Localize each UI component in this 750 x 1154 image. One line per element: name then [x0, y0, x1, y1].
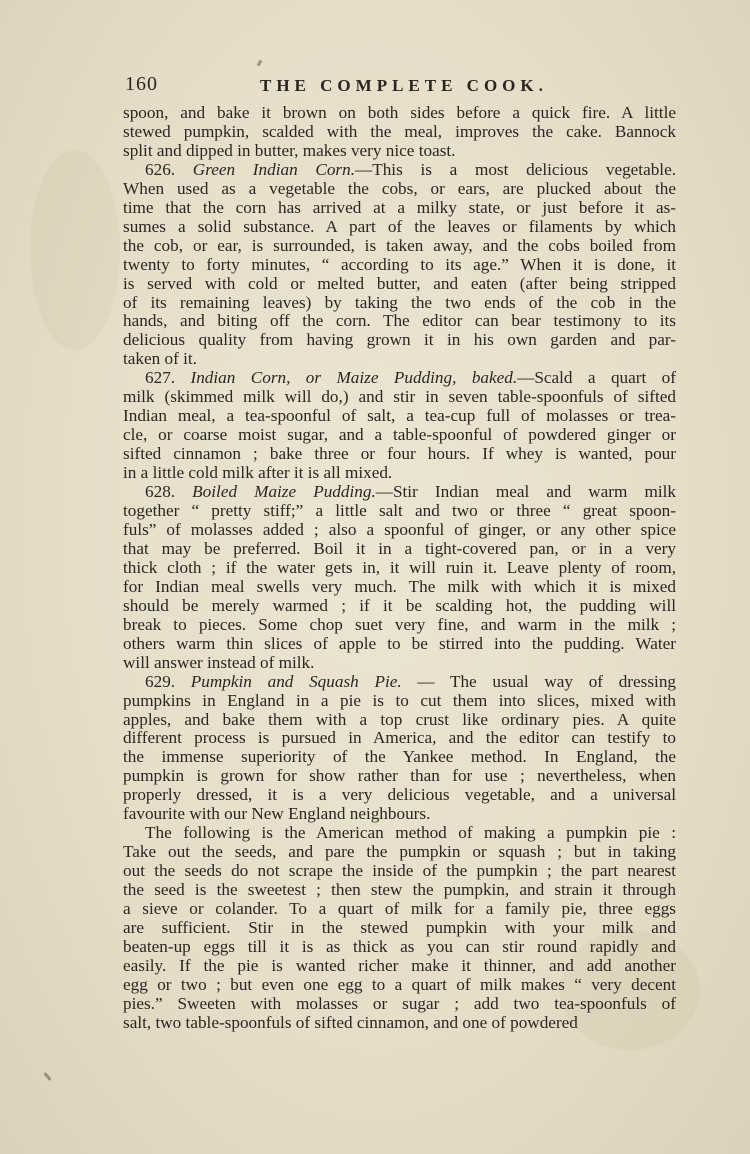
- running-title: THE COMPLETE COOK.: [260, 76, 548, 95]
- text-line: Take out the seeds, and pare the pumpkin or squash ; but in taking: [123, 842, 676, 862]
- recipe-title: Pumpkin and Squash Pie.: [190, 671, 402, 691]
- text-line: a sieve or colander. To a quart of milk for a family pie, three eggs: [123, 899, 676, 919]
- page-stain: [30, 150, 120, 350]
- text-line: hands, and biting off the corn. The editor can bear testimony to its: [123, 311, 676, 331]
- paragraph-p629b: [123, 824, 676, 1032]
- text-line: the seed is the sweetest ; then stew the pumpkin, and strain it through: [123, 880, 676, 900]
- recipe-title: Green Indian Corn.: [192, 159, 356, 179]
- text-line: others warm thin slices of apple to be stirred into the pudding. Water: [123, 633, 676, 653]
- text-line: twenty to forty minutes, “ according to its age.” When it is done, it: [123, 254, 676, 274]
- text-line: egg or two ; but even one egg to a quart of milk makes “ very decent: [123, 974, 676, 994]
- ink-fleck: [257, 60, 263, 67]
- text-line: easily. If the pie is wanted richer make it thinner, and add another: [123, 955, 676, 975]
- text-line: the immense superiority of the Yankee method. In England, the: [123, 747, 676, 767]
- text-line: will answer instead of milk.: [123, 652, 315, 672]
- text-line: delicious quality from having grown it in his own garden and par-: [123, 330, 676, 350]
- text-line: sumes a solid substance. A part of the leaves or filaments by which: [123, 216, 676, 236]
- text-line: fuls” of molasses added ; also a spoonful of ginger, or any other spice: [123, 519, 676, 539]
- text-line: salt, two table-spoonfuls of sifted cinnamon, and one of powdered: [123, 1012, 578, 1032]
- text-line: pumpkin is grown for show rather than for use ; nevertheless, when: [123, 766, 676, 786]
- text-line: beaten-up eggs till it is as thick as you can stir round rapidly and: [123, 936, 676, 956]
- text-line: that may be preferred. Boil it in a tight-covered pan, or in a very: [123, 538, 676, 558]
- text-line: is served with cold or melted butter, and eaten (after being stripped: [123, 273, 676, 293]
- text-line: When used as a vegetable the cobs, or ears, are plucked about the: [123, 178, 676, 198]
- text-line: thick cloth ; if the water gets in, it will ruin it. Leave plenty of room,: [123, 557, 676, 577]
- recipe-title: Boiled Maize Pudding.: [192, 482, 376, 502]
- paragraph-p629: [123, 673, 676, 825]
- text-line: [123, 673, 676, 692]
- text-line: favourite with our New England neighbours.: [123, 804, 431, 824]
- text-line: different process is pursued in America, and the editor can testify to: [123, 728, 676, 748]
- text-line: time that the corn has arrived at a milky state, or just before it as-: [123, 197, 676, 217]
- line-text: — The usual way of dressing: [401, 671, 677, 691]
- page-header: [125, 73, 675, 101]
- text-line: Indian meal, a tea-spoonful of salt, a tea-cup full of molasses or trea-: [123, 406, 676, 426]
- text-line: the cob, or ear, is surrounded, is taken away, and the cobs boiled from: [123, 235, 676, 255]
- text-line: for Indian meal swells very much. The milk with which it is mixed: [123, 576, 676, 596]
- paragraph-p626: [123, 161, 676, 369]
- text-line: pies.” Sweeten with molasses or sugar ; add two tea-spoonfuls of: [123, 993, 676, 1013]
- text-line: cle, or coarse moist sugar, and a table-spoonful of powdered ginger or: [123, 425, 676, 445]
- recipe-number: 627.: [145, 368, 191, 388]
- body-text: [123, 104, 676, 1033]
- paragraph-p628: [123, 483, 676, 673]
- text-line: [123, 161, 676, 180]
- text-line: of its remaining leaves) by taking the two ends of the cob in the: [123, 292, 676, 312]
- text-line: out the seeds do not scrape the inside of the pumpkin ; the part nearest: [123, 861, 676, 881]
- text-line: pumpkins in England in a pie is to cut them into slices, mixed with: [123, 690, 676, 710]
- text-line: break to pieces. Some chop suet very fine, and warm in the milk ;: [123, 614, 676, 634]
- line-text: —Stir Indian meal and warm milk: [375, 482, 676, 502]
- text-line: [123, 369, 676, 388]
- text-line: in a little cold milk after it is all mixed.: [123, 463, 393, 483]
- text-line: split and dipped in butter, makes very nice toast.: [123, 140, 456, 160]
- paragraph-p627: [123, 369, 676, 483]
- text-line: are sufficient. Stir in the stewed pumpkin with your milk and: [123, 917, 676, 937]
- line-text: —Scald a quart of: [517, 368, 676, 388]
- text-line: apples, and bake them with a top crust like ordinary pies. A quite: [123, 709, 676, 729]
- ink-fleck: [43, 1072, 51, 1081]
- text-line: sifted cinnamon ; bake three or four hours. If whey is wanted, pour: [123, 444, 676, 464]
- recipe-number: 629.: [145, 671, 191, 691]
- text-line: properly dressed, it is a very delicious vegetable, and a universal: [123, 785, 676, 805]
- text-line: spoon, and bake it brown on both sides before a quick fire. A little: [123, 103, 676, 122]
- text-line: [123, 483, 676, 502]
- recipe-title: Indian Corn, or Maize Pudding, baked.: [190, 368, 518, 388]
- text-line: should be merely warmed ; if it be scalding hot, the pudding will: [123, 595, 676, 615]
- text-line: taken of it.: [123, 349, 197, 369]
- text-line: stewed pumpkin, scalded with the meal, improves the cake. Bannock: [123, 121, 676, 141]
- text-line: The following is the American method of making a pumpkin pie :: [145, 823, 676, 843]
- text-line: together “ pretty stiff;” a little salt and two or three “ great spoon-: [123, 501, 676, 521]
- recipe-number: 626.: [145, 159, 193, 179]
- line-text: —This is a most delicious vegetable.: [355, 159, 676, 179]
- paragraph-p625-end: [123, 104, 676, 161]
- page-number: 160: [125, 73, 158, 95]
- text-line: milk (skimmed milk will do,) and stir in seven table-spoonfuls of sifted: [123, 387, 676, 407]
- recipe-number: 628.: [145, 482, 193, 502]
